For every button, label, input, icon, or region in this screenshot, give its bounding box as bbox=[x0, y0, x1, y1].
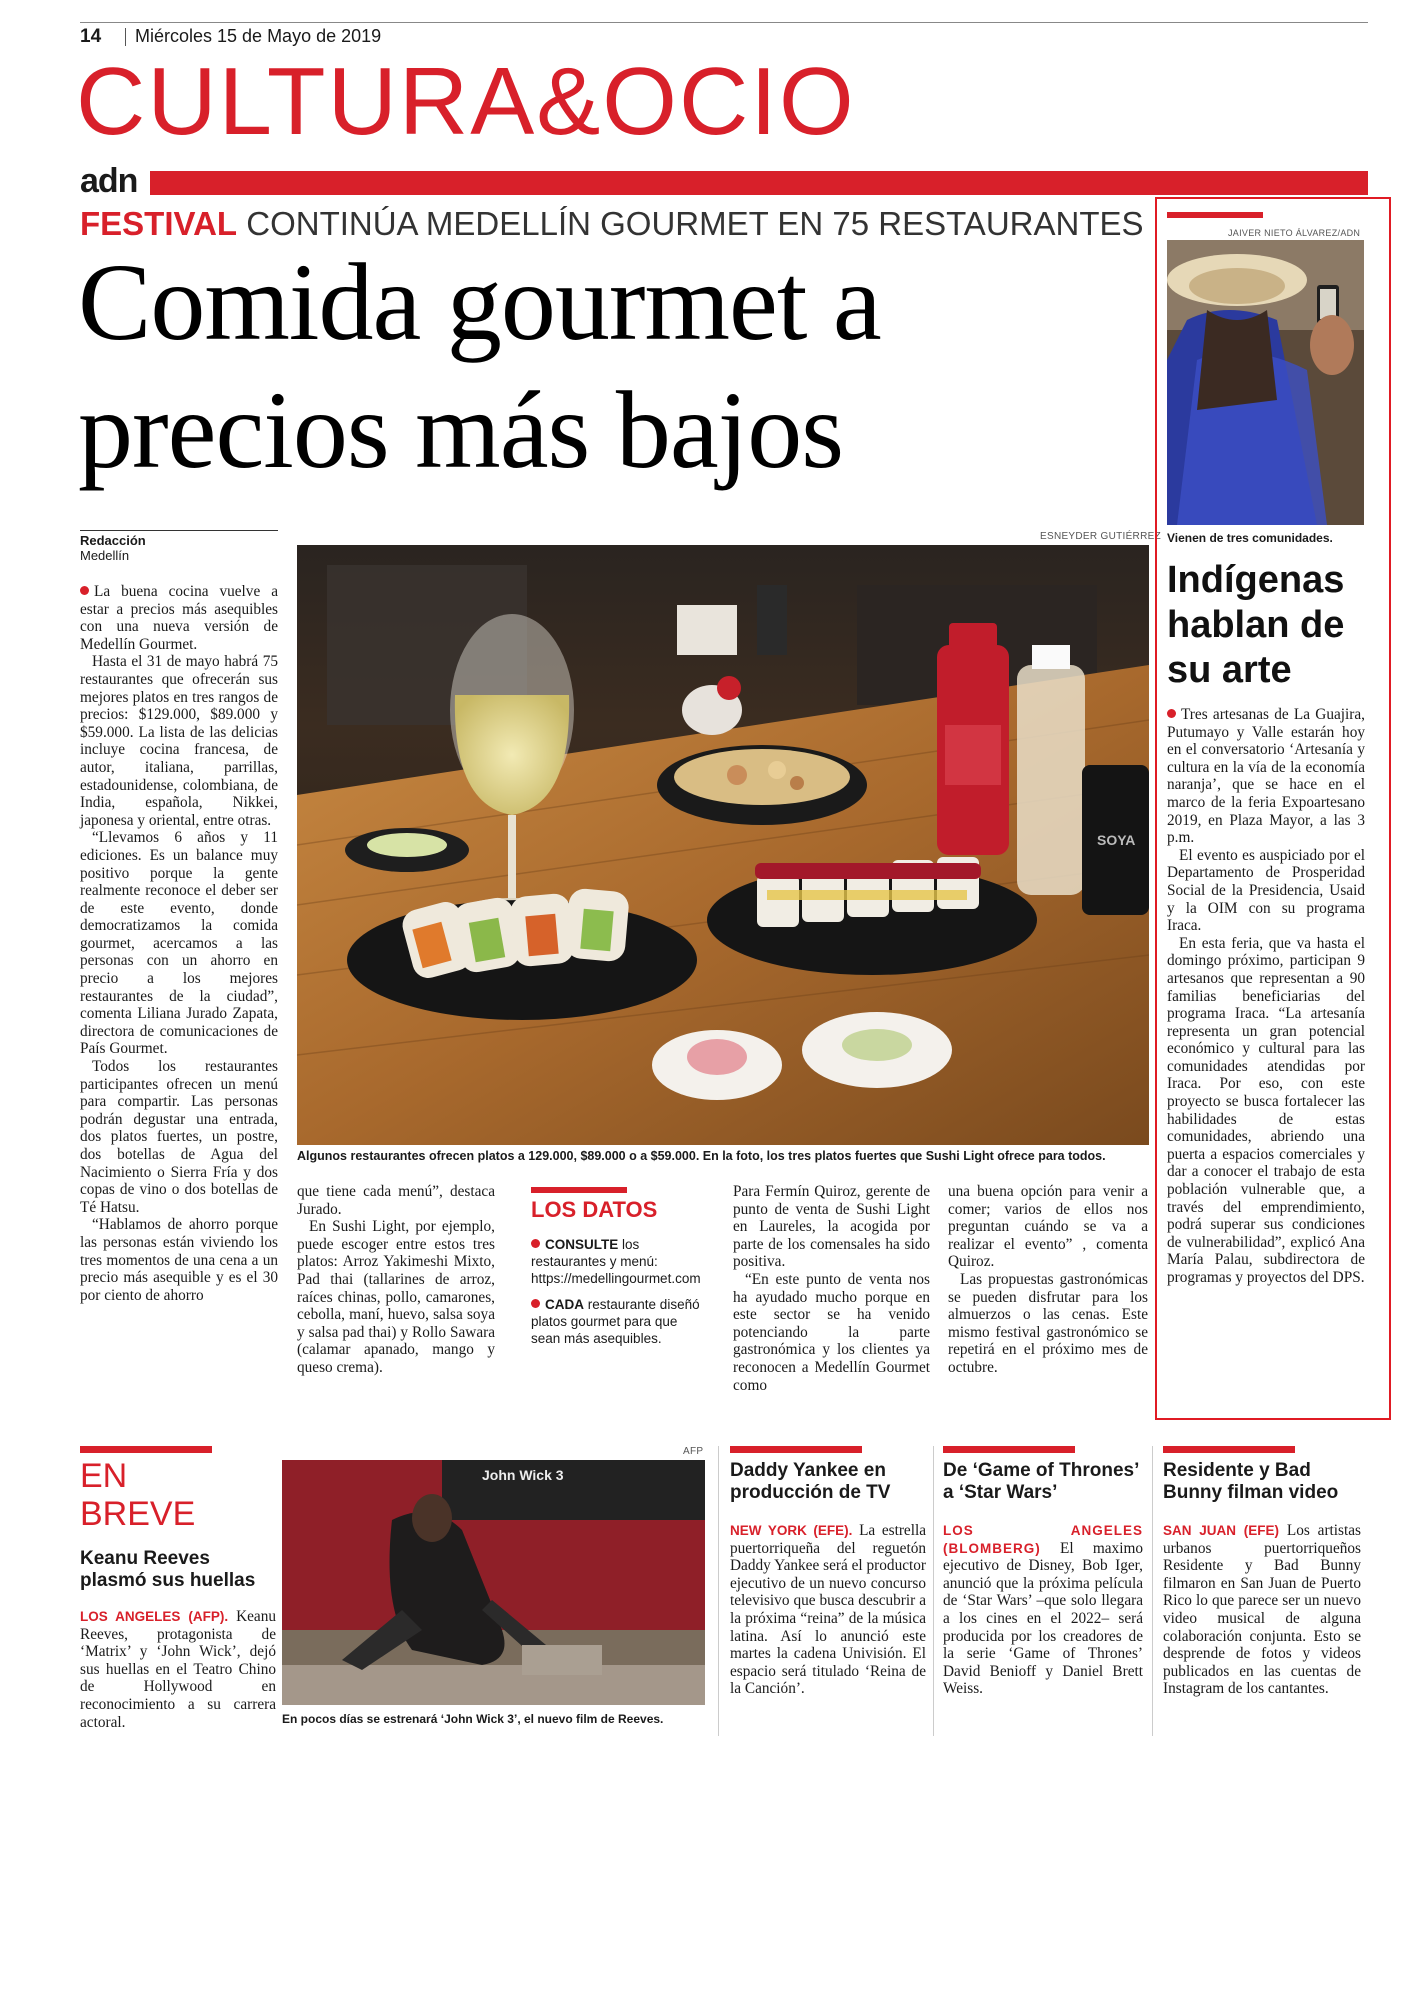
story-paragraph: “Llevamos 6 años y 11 ediciones. Es un balance muy positivo porque la gente realmente reconoce el deber ser de este evento, donde democratizamos la comida gourmet, acercamos a las personas con un ahorro en precio a los mejores restaurantes de la ciudad”, comenta Liliana Jurado Zapata, directora de comunicaciones de País Gourmet. bbox=[80, 829, 278, 1058]
artisan-photo-illustration bbox=[1167, 240, 1364, 525]
section-title: CULTURA&OCIO bbox=[76, 48, 856, 155]
brief-residente bbox=[1163, 1460, 1361, 1698]
brief-title: De ‘Game of Thrones’ a ‘Star Wars’ bbox=[943, 1460, 1139, 1503]
brief-body bbox=[730, 1522, 926, 1698]
datos-item-bold: CONSULTE bbox=[545, 1237, 619, 1252]
brief-body bbox=[80, 1608, 276, 1731]
datos-item bbox=[531, 1236, 701, 1287]
story-paragraph: que tiene cada menú”, destaca Jurado. bbox=[297, 1183, 495, 1218]
sidebar-red-bar bbox=[1167, 212, 1263, 218]
datos-item-text: restaurante diseñó platos gourmet para que sean más asequibles. bbox=[531, 1297, 700, 1346]
brief-dateline: LOS ANGELES (BLOMBERG) bbox=[943, 1523, 1143, 1556]
brief-red-bar bbox=[1163, 1446, 1295, 1453]
story-paragraph: Para Fermín Quiroz, gerente de punto de venta de Sushi Light en Laureles, la acogida por parte de los comensales ha sido positiva. bbox=[733, 1183, 930, 1271]
brief-got bbox=[943, 1460, 1143, 1698]
keanu-photo bbox=[282, 1460, 705, 1705]
brief-dateline: SAN JUAN (EFE) bbox=[1163, 1523, 1280, 1538]
header-divider bbox=[125, 28, 126, 46]
headline-line-1: Comida gourmet a bbox=[78, 241, 881, 363]
brief-body bbox=[943, 1522, 1143, 1698]
main-photo-caption: Algunos restaurantes ofrecen platos a 129.000, $89.000 o a $59.000. En la foto, los tres platos fuertes que Sushi Light ofrece para todos. bbox=[297, 1149, 1106, 1163]
keanu-photo-credit: AFP bbox=[683, 1446, 704, 1457]
story-paragraph: una buena opción para venir a comer; varios de ellos nos preguntan cuándo se va a realizar el evento” , comenta Quiroz. bbox=[948, 1183, 1148, 1271]
brief-dateline: LOS ANGELES (AFP). bbox=[80, 1609, 229, 1624]
story-column-1 bbox=[80, 583, 278, 1304]
breve-red-bar bbox=[80, 1446, 212, 1453]
main-photo bbox=[297, 545, 1149, 1145]
sidebar-paragraph: En esta feria, que va hasta el domingo próximo, participan 9 artesanos que representan a 90 familias beneficiarias del programa Iraca. “La artesanía representa un gran potencial económico y cultural para las comunidades atendidas por Iraca. Por eso, con este proyecto se busca fortalecer las habilidades de estas comunidades, abriendo una puerta a espacios comerciales y dar a conocer el trabajo de esta población vulnerable que, a través del emprendimiento, podrá superar sus condiciones de vulnerabilidad”, explicó Ana María Palau, subdirectora de programas y proyectos del DPS. bbox=[1167, 934, 1365, 1286]
main-photo-credit: ESNEYDER GUTIÉRREZ bbox=[1040, 531, 1161, 542]
sidebar-body bbox=[1167, 706, 1365, 1287]
food-photo-illustration bbox=[297, 545, 1149, 1145]
brief-text: Los artistas urbanos puertorriqueños Residente y Bad Bunny filmaron en San Juan de Puerto Rico lo que parece ser un nuevo video musical de alguna colaboración conjunta. Esto se desprende de fotos y videos publicados en las cuentas de Instagram de los cantantes. bbox=[1163, 1522, 1361, 1698]
column-divider bbox=[933, 1446, 934, 1736]
bullet-dot bbox=[80, 586, 89, 595]
bullet-dot bbox=[1167, 709, 1176, 718]
breve-section-title: EN BREVE bbox=[80, 1457, 196, 1533]
keanu-photo-illustration bbox=[282, 1460, 705, 1705]
sidebar-headline: Indígenas hablan de su arte bbox=[1167, 559, 1345, 691]
brand-red-band bbox=[150, 171, 1368, 195]
story-column-2 bbox=[297, 1183, 495, 1377]
kicker-rest: CONTINÚA MEDELLÍN GOURMET EN 75 RESTAURANTES bbox=[246, 205, 1144, 242]
brief-dateline: NEW YORK (EFE). bbox=[730, 1523, 853, 1538]
top-rule bbox=[80, 22, 1368, 23]
svg-text:SOYA: SOYA bbox=[1097, 832, 1136, 848]
bullet-dot bbox=[531, 1299, 540, 1308]
bullet-dot bbox=[531, 1239, 540, 1248]
sidebar-paragraph: El evento es auspiciado por el Departamento de Prosperidad Social de la Presidencia, Usaid y la OIM con su programa Iraca. bbox=[1167, 846, 1365, 935]
brief-text: El maximo ejecutivo de Disney, Bob Iger, anunció que la próxima película de ‘Star Wars’ –que solo llegara a los cines en el 2022– será producida por los creadores de la serie ‘Game of Thrones’ David Benioff y Daniel Brett Weiss. bbox=[943, 1539, 1143, 1698]
byline-name: Redacción bbox=[80, 533, 146, 548]
page-number: 14 bbox=[80, 26, 102, 47]
kicker-label: FESTIVAL bbox=[80, 205, 238, 242]
datos-item-bold: CADA bbox=[545, 1297, 584, 1312]
brief-red-bar bbox=[943, 1446, 1075, 1453]
brief-text: Keanu Reeves, protagonista de ‘Matrix’ y ‘John Wick’, dejó sus huellas en el Teatro Chino de Hollywood en reconocimiento a su carrera actoral. bbox=[80, 1608, 276, 1731]
sidebar-photo-credit: JAIVER NIETO ÁLVAREZ/ADN bbox=[1228, 228, 1361, 238]
datos-title: LOS DATOS bbox=[531, 1197, 658, 1222]
sidebar-photo-caption: Vienen de tres comunidades. bbox=[1167, 531, 1333, 545]
sidebar-photo bbox=[1167, 240, 1364, 525]
brief-title: Residente y Bad Bunny filman video bbox=[1163, 1460, 1339, 1503]
brief-body bbox=[1163, 1522, 1361, 1698]
story-paragraph: “Hablamos de ahorro porque las personas están viviendo los tres momentos de una cena a un precio más asequible y es el 30 por ciento de ahorro bbox=[80, 1216, 278, 1304]
byline-rule bbox=[80, 530, 278, 531]
keanu-photo-caption: En pocos días se estrenará ‘John Wick 3’, el nuevo film de Reeves. bbox=[282, 1712, 664, 1726]
brief-title: Daddy Yankee en producción de TV bbox=[730, 1460, 891, 1503]
story-paragraph: En Sushi Light, por ejemplo, puede escoger entre estos tres platos: Arroz Yakimeshi Mixto, Pad thai (tallarines de arroz, raíces chinas, pollo, camarones, cebolla, maní, huevo, salsa soya y salsa pad thai) y Rollo Sawara (calamar apanado, mango y queso crema). bbox=[297, 1218, 495, 1376]
byline bbox=[80, 533, 146, 563]
story-column-5 bbox=[948, 1183, 1148, 1377]
story-paragraph: “En este punto de venta nos ha ayudado mucho porque en este sector se ha venido potenciando la parte gastronómica y los clientes ya reconocen a Medellín Gourmet como bbox=[733, 1270, 930, 1394]
column-divider bbox=[1152, 1446, 1153, 1736]
issue-date: Miércoles 15 de Mayo de 2019 bbox=[135, 26, 382, 46]
story-paragraph: Hasta el 31 de mayo habrá 75 restaurantes que ofrecerán sus mejores platos en tres rangos de precios: $129.000, $89.000 y $59.000. La lista de las delicias incluye cocina francesa, de autor, italiana, parrillas, estadounidense, colombiana, de India, española, Nikkei, japonesa y oriental, entre otras. bbox=[80, 653, 278, 829]
svg-text:John Wick 3: John Wick 3 bbox=[482, 1467, 564, 1483]
datos-red-bar bbox=[531, 1187, 627, 1193]
datos-item bbox=[531, 1296, 701, 1347]
sidebar-paragraph: Tres artesanas de La Guajira, Putumayo y Valle estarán hoy en el conversatorio ‘Artesanía y cultura en la vía de la economía naranja’, que se hace en el marco de la feria Expoartesano 2019, en Plaza Mayor, a las 3 p.m. bbox=[1167, 706, 1365, 847]
brief-red-bar bbox=[730, 1446, 862, 1453]
adn-logo: adn bbox=[80, 162, 138, 200]
brief-title: Keanu Reeves plasmó sus huellas bbox=[80, 1548, 256, 1591]
brief-text: La estrella puertorriqueña del reguetón Daddy Yankee será el productor ejecutivo de un nuevo concurso televisivo que busca descubrir a la próxima “reina” de la música latina. Así lo anunció este martes la cadena Univisión. El espacio será titulado ‘Reina de la Canción’. bbox=[730, 1522, 927, 1698]
brief-keanu bbox=[80, 1548, 276, 1731]
headline-line-2: precios más bajos bbox=[78, 369, 844, 491]
column-divider bbox=[718, 1446, 719, 1736]
main-headline bbox=[78, 238, 881, 494]
byline-place: Medellín bbox=[80, 548, 130, 563]
story-column-4 bbox=[733, 1183, 930, 1394]
story-paragraph: La buena cocina vuelve a estar a precios más asequibles con una nueva versión de Medellín Gourmet. bbox=[80, 583, 278, 653]
datos-list bbox=[531, 1236, 701, 1347]
brief-daddy bbox=[730, 1460, 926, 1698]
story-paragraph: Todos los restaurantes participantes ofrecen un menú para compartir. Las personas podrán degustar una entrada, dos platos fuertes, un postre, dos botellas de Agua del Nacimiento o Sierra Fría y dos copas de vino o dos botellas de Té Hatsu. bbox=[80, 1058, 278, 1216]
datos-item-text: los restaurantes y menú: https://medellingourmet.com bbox=[531, 1237, 701, 1286]
story-paragraph: Las propuestas gastronómicas se pueden disfrutar para los almuerzos o las cenas. Este mismo festival gastronómico se repetirá en el próximo mes de octubre. bbox=[948, 1270, 1148, 1376]
